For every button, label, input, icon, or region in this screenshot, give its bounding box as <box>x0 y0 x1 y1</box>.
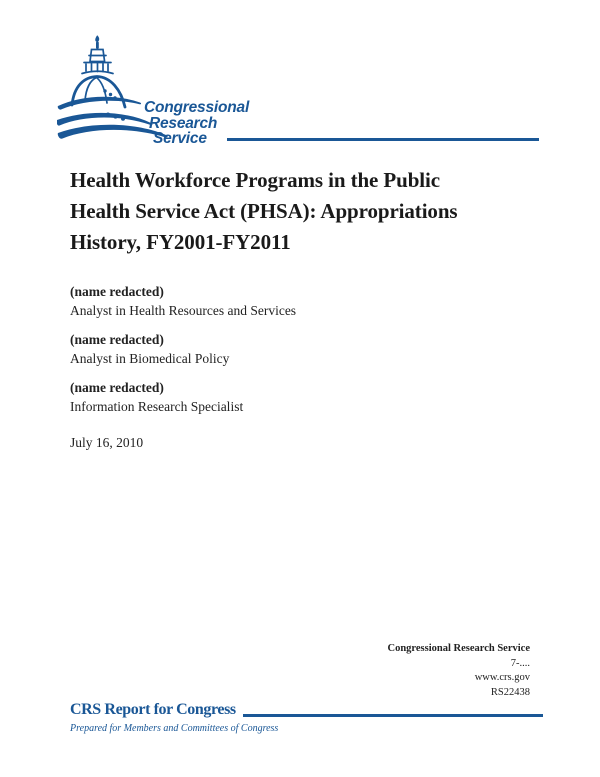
info-website: www.crs.gov <box>474 672 530 684</box>
footer-title: CRS Report for Congress <box>70 701 236 718</box>
title-line-3: History, FY2001-FY2011 <box>70 230 291 254</box>
author-entry <box>70 378 296 416</box>
header-divider <box>227 138 539 141</box>
page-title <box>70 165 550 258</box>
authors-block <box>70 282 296 426</box>
author-name: (name redacted) <box>70 380 164 395</box>
author-entry <box>70 282 296 320</box>
author-role: Analyst in Health Resources and Services <box>70 303 297 318</box>
info-report-number: RS22438 <box>490 686 530 698</box>
author-role: Information Research Specialist <box>70 399 244 414</box>
publication-date: July 16, 2010 <box>70 435 144 450</box>
author-entry <box>70 330 296 368</box>
logo-line-service: Service <box>153 130 207 147</box>
author-role: Analyst in Biomedical Policy <box>70 351 230 366</box>
title-line-1: Health Workforce Programs in the Public <box>70 168 440 192</box>
author-name: (name redacted) <box>70 284 164 299</box>
crs-info-block <box>387 642 530 700</box>
logo-line-research: Research <box>149 114 218 132</box>
title-line-2: Health Service Act (PHSA): Appropriations <box>70 199 458 223</box>
footer-subtitle: Prepared for Members and Committees of Congress <box>70 723 279 734</box>
footer-divider <box>243 714 543 717</box>
footer <box>70 700 543 720</box>
logo-line-congressional: Congressional <box>144 99 250 116</box>
info-phone: 7-.... <box>510 657 530 669</box>
author-name: (name redacted) <box>70 332 164 347</box>
info-org-name: Congressional Research Service <box>387 643 530 654</box>
